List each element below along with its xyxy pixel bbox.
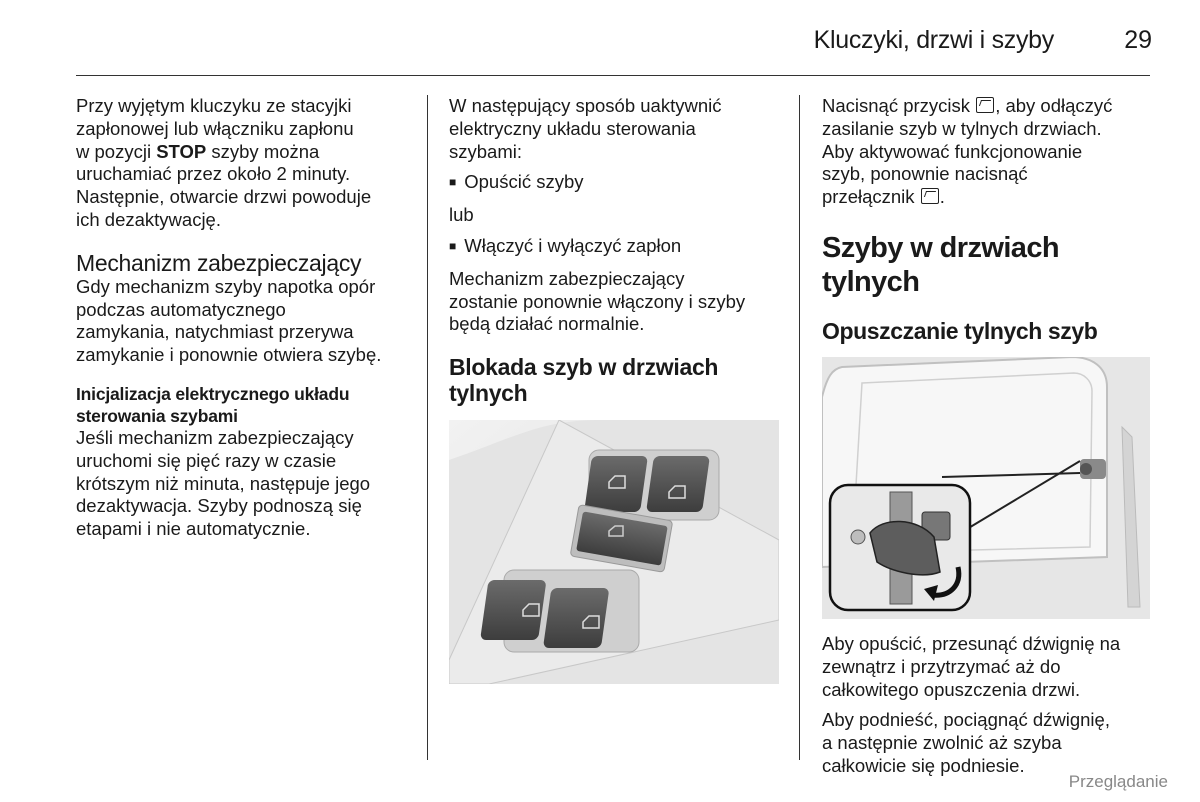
stop-keyword: STOP [156, 140, 207, 162]
subsection-heading: Inicjalizacja elektrycznego układu sterowania szybami [76, 383, 350, 426]
section-heading: Blokada szyb w drzwiach tylnych [449, 354, 719, 407]
zoom-detail-callout [830, 485, 970, 610]
paragraph: Aby podnieść, pociągnąć dźwignię, a następnie zwolnić aż szyba całkowicie się podniesie. [822, 709, 1110, 776]
paragraph: Mechanizm zabezpieczający zostanie ponownie włączony i szyby będą działać normalnie. [449, 267, 746, 335]
paragraph [822, 95, 1152, 209]
paragraph: Gdy mechanizm szyby napotka opór podczas automatycznego zamykania, natychmiast przerywa zamykanie i ponownie otwiera szybę. [76, 275, 382, 366]
column-middle [449, 95, 779, 684]
text-run: szyby można uruchamiać przez około 2 minuty. Następnie, otwarcie drzwi powoduje ich dezaktywację. [76, 140, 372, 230]
column-divider [799, 95, 800, 760]
text-run: , aby odłączyć zasilanie szyb w tylnych drzwiach. Aby aktywować funkcjonowanie szyb, ponownie nacisnąć przełącznik [822, 95, 1113, 208]
paragraph [76, 95, 416, 232]
rear-switch-pair [480, 570, 639, 652]
paragraph: Aby opuścić, przesunąć dźwignię na zewnątrz i przytrzymać aż do całkowitego opuszczenia drzwi. [822, 632, 1121, 700]
section-heading: Szyby w drzwiach tylnych [822, 231, 1059, 298]
bullet-item: ■ Włączyć i wyłączyć zapłon [449, 235, 779, 260]
paragraph: Jeśli mechanizm zabezpieczający uruchomi się pięć razy w czasie krótszym niż minuta, następuje jego dezaktywacja. Szyby podnoszą się etapami i nie automatycznie. [76, 426, 371, 540]
bullet-item: ■ Opuścić szyby [449, 171, 779, 196]
text-run: Przy wyjętym kluczyku ze stacyjki zapłonowej lub włączniku zapłonu w pozycji [76, 95, 354, 162]
subsection-heading: Opuszczanie tylnych szyb [822, 317, 1098, 344]
column-left [76, 95, 416, 541]
header-divider [76, 75, 1150, 76]
window-switch-panel-illustration [449, 420, 779, 684]
section-heading: Mechanizm zabezpieczający [76, 249, 362, 276]
window-lock-icon [976, 97, 994, 113]
column-divider [427, 95, 428, 760]
column-right [822, 95, 1152, 778]
text-run: Nacisnąć przycisk [822, 95, 976, 116]
lever-handle [1080, 459, 1106, 479]
window-lock-icon [921, 188, 939, 204]
text-run: . [939, 186, 945, 208]
paragraph: W następujący sposób uaktywnić elektryczny układu sterowania szybami: [449, 95, 722, 162]
rear-window-lever-illustration [822, 357, 1150, 619]
footer-watermark: Przeglądanie [1068, 772, 1168, 791]
connector-text: lub [449, 204, 474, 226]
chapter-title: Kluczyki, drzwi i szyby [813, 26, 1054, 54]
page-number: 29 [1124, 26, 1152, 54]
